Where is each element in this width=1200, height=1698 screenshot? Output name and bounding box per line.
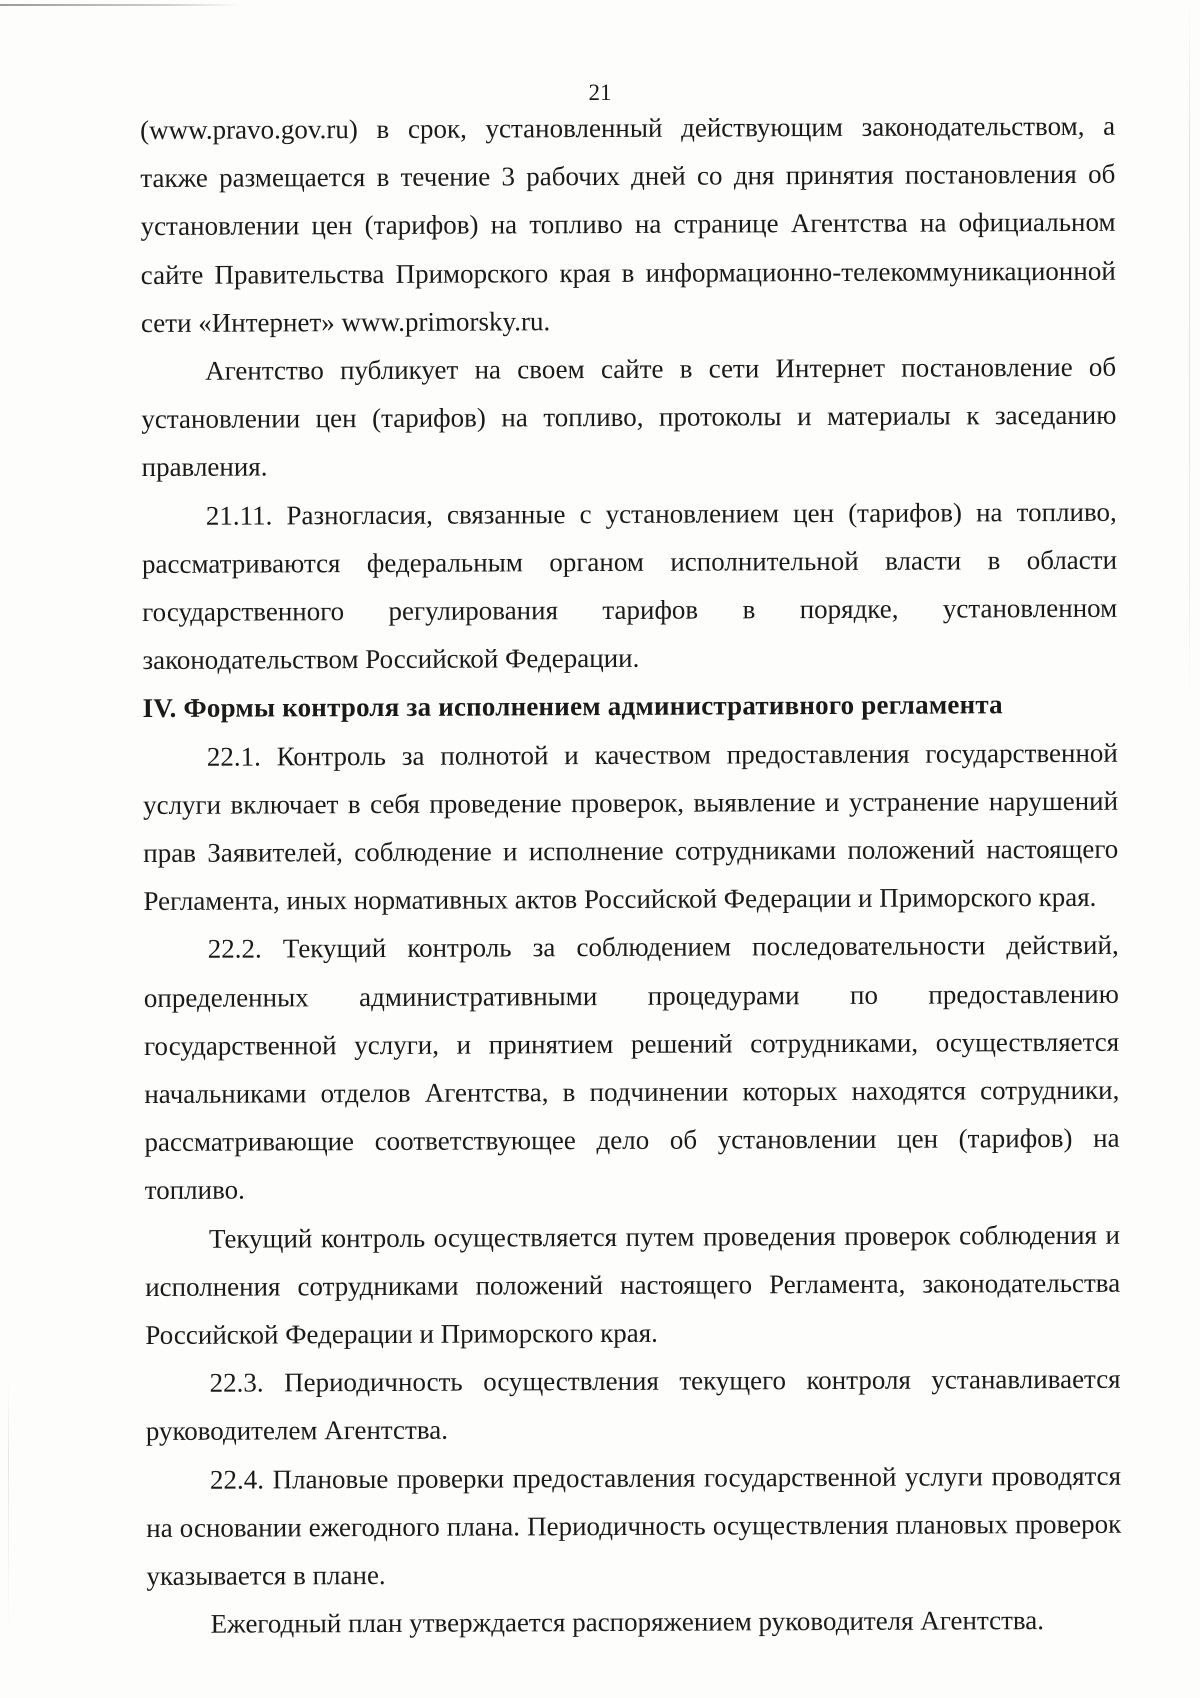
paragraph-publication-continuation: (www.pravo.gov.ru) в срок, установленный действующим законодательством, а также размещается в течение 3 рабочих дней со дня принятия постановления об установлении цен (тарифов) на топливо на странице Агентства на официальном сайте Правительства Приморского края в информационно-телекоммуникационной сети «Интернет» www.primorsky.ru. [140,110,1116,338]
paragraph-current-control-method: Текущий контроль осуществляется путем проведения проверок соблюдения и исполнения сотрудниками положений настоящего Регламента, законодательства Российской Федерации и Приморского края. [145,1219,1121,1351]
paragraph-22-1-control-scope: 22.1. Контроль за полнотой и качеством предоставления государственной услуги включает в себя проведение проверок, выявление и устранение нарушений прав Заявителей, соблюдение и исполнение сотрудниками положений настоящего Регламента, иных нормативных актов Российской Федерации и Приморского края. [142,737,1119,917]
paragraph-21-11-disputes: 21.11. Разногласия, связанные с установлением цен (тарифов) на топливо, рассматриваются федеральным органом исполнительной власти в области государственного регулирования тарифов в порядке, установленном законодательством Российской Федерации. [141,496,1118,676]
section-heading-control-forms: IV. Формы контроля за исполнением административного регламента [142,689,1003,724]
page-number: 21 [588,80,612,105]
paragraph-agency-publishes: Агентство публикует на своем сайте в сети Интернет постановление об установлении цен (тарифов) на топливо, протоколы и материалы к заседанию правления. [141,351,1117,483]
document-body [140,102,1122,1649]
scan-edge-mark [8,1380,9,1640]
paragraph-22-4-planned-inspections: 22.4. Плановые проверки предоставления государственной услуги проводятся на основании ежегодного плана. Периодичность осуществления плановых проверок указывается в плане. [146,1460,1122,1592]
paragraph-22-2-current-control: 22.2. Текущий контроль за соблюдением последовательности действий, определенных административными процедурами по предоставлению государственной услуги, и принятием решений сотрудниками, осуществляется начальниками отделов Агентства, в подчинении которых находятся сотрудники, рассматривающие соответствующее дело об установлении цен (тарифов) на топливо. [143,930,1120,1206]
paragraph-22-3-periodicity: 22.3. Периодичность осуществления текущего контроля устанавливается руководителем Агентства. [145,1364,1121,1447]
scan-edge-mark [0,4,240,6]
paragraph-annual-plan: Ежегодный план утверждается распоряжением руководителя Агентства. [210,1605,1045,1640]
